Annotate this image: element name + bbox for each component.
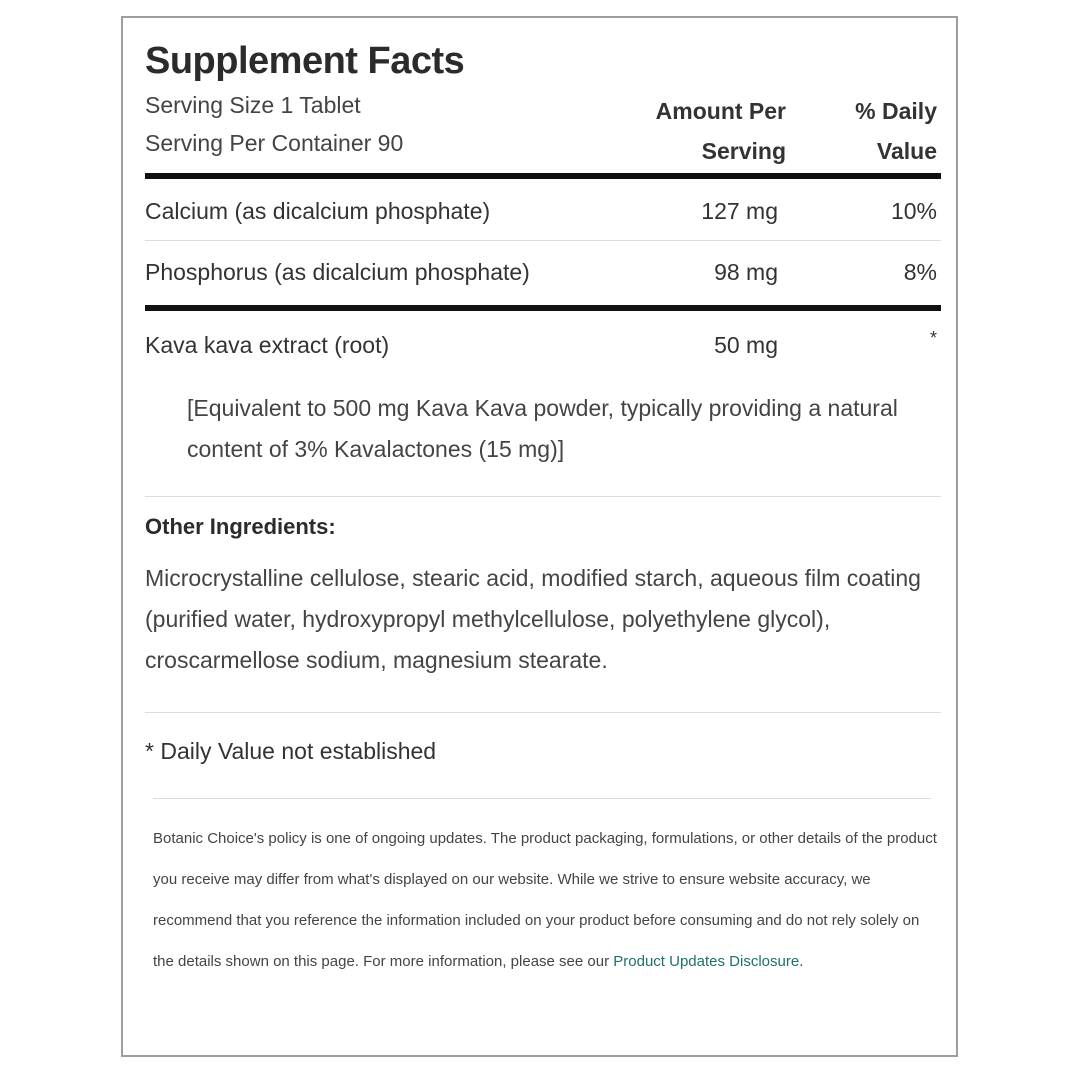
policy-disclaimer xyxy=(153,818,943,982)
policy-text: Botanic Choice's policy is one of ongoing updates. The product packaging, formulations, or other details of the product you receive may differ from what's displayed on our website. While we strive to ensure website accuracy, we recommend that you reference the information included on your product before consuming and do not rely solely on the details shown on this page. For more information, please see our xyxy=(153,830,937,970)
kava-equivalence-note: [Equivalent to 500 mg Kava Kava powder, typically providing a natural content of 3% Kavalactones (15 mg)] xyxy=(187,395,898,462)
servings-per-container: Serving Per Container 90 xyxy=(145,130,404,156)
amount-header-line2: Serving xyxy=(701,138,786,164)
nutrient-amount-phosphorus: 98 mg xyxy=(714,259,778,285)
dv-header-line2: Value xyxy=(876,138,937,164)
nutrient-amount-calcium: 127 mg xyxy=(701,198,778,224)
row-divider xyxy=(145,712,941,713)
nutrient-dv-phosphorus: 8% xyxy=(903,259,937,285)
serving-size: Serving Size 1 Tablet xyxy=(145,92,361,118)
dv-header-line1: % Daily xyxy=(855,98,937,124)
policy-end: . xyxy=(799,953,804,970)
ingredient-amount-kava: 50 mg xyxy=(714,332,778,358)
row-divider xyxy=(145,496,941,497)
daily-value-footnote: * Daily Value not established xyxy=(145,738,437,764)
row-divider xyxy=(145,240,941,241)
page-title: Supplement Facts xyxy=(145,40,465,82)
section-divider xyxy=(145,305,941,311)
nutrient-dv-calcium: 10% xyxy=(890,198,937,224)
nutrient-name-calcium: Calcium (as dicalcium phosphate) xyxy=(145,198,491,224)
product-updates-disclosure-link[interactable]: Product Updates Disclosure xyxy=(613,953,800,970)
supplement-facts-panel xyxy=(121,16,958,1057)
other-ingredients-heading: Other Ingredients: xyxy=(145,514,336,539)
footnote-divider xyxy=(153,798,931,799)
ingredient-dv-kava: * xyxy=(929,328,937,348)
other-ingredients-text: Microcrystalline cellulose, stearic acid, modified starch, aqueous film coating (purified water, hydroxypropyl methylcellulose, polyethylene glycol), croscarmellose sodium, magnesium stearate. xyxy=(145,565,921,673)
nutrient-name-phosphorus: Phosphorus (as dicalcium phosphate) xyxy=(145,259,530,285)
header-divider xyxy=(145,173,941,179)
amount-header-line1: Amount Per xyxy=(655,98,786,124)
ingredient-name-kava: Kava kava extract (root) xyxy=(145,332,390,358)
